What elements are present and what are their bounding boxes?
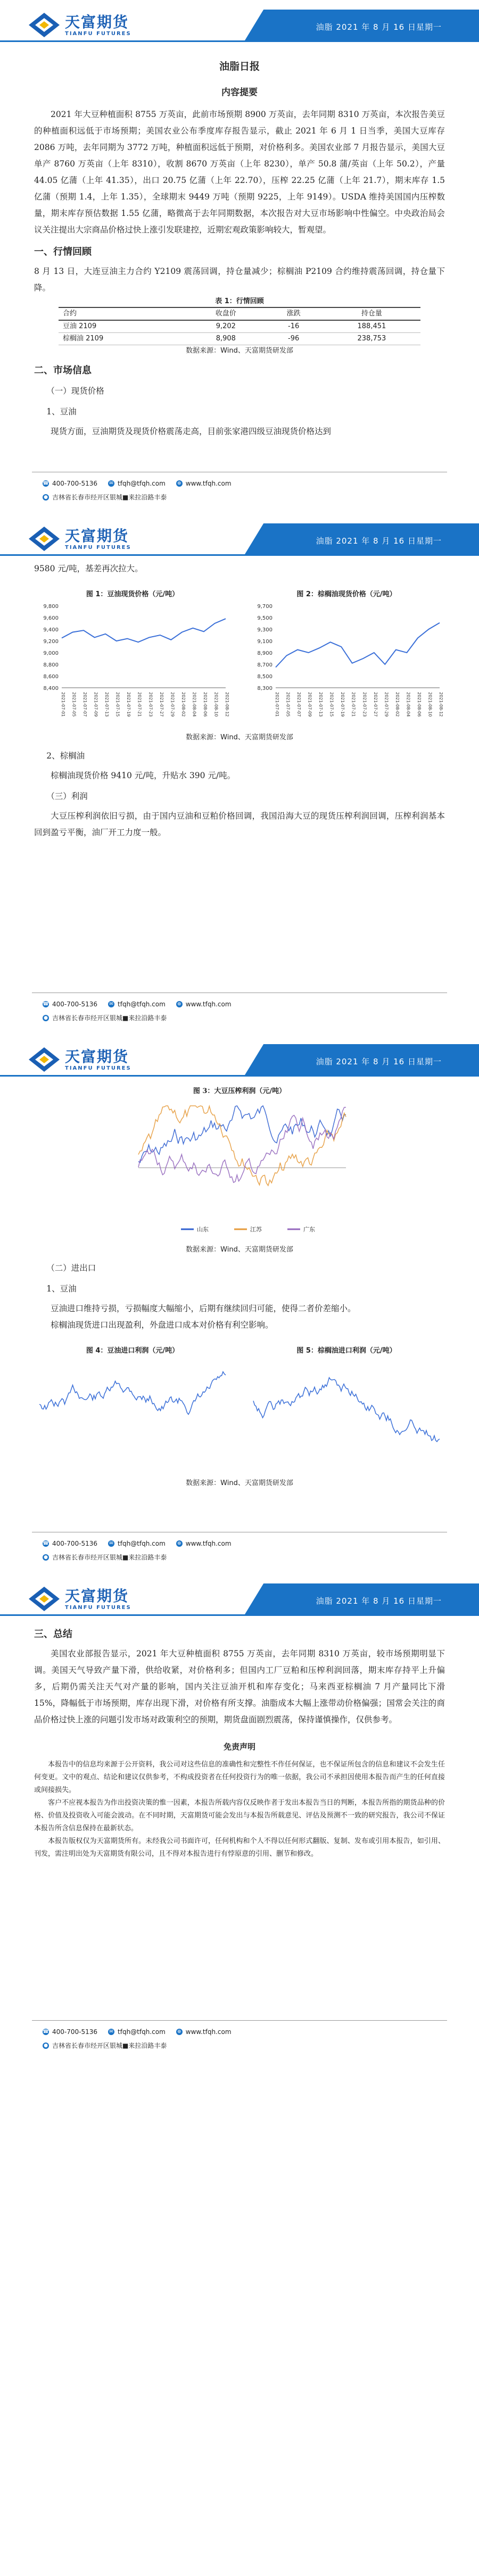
logo-cn: 天富期货: [65, 1587, 129, 1605]
table-header: 收盘价: [187, 307, 264, 320]
x-tick-label: 2021-07-09: [307, 692, 312, 717]
x-tick-label: 2021-07-23: [362, 692, 367, 717]
y-tick-label: 8,800: [43, 662, 59, 668]
footer-phone: 400-700-5136: [52, 480, 98, 487]
globe-icon: ⊕: [176, 2029, 183, 2035]
x-tick-label: 2021-08-12: [225, 692, 229, 717]
x-tick-label: 2021-07-09: [93, 692, 98, 717]
soy-spot-text-b: 9580 元/吨，基差再次拉大。: [34, 564, 143, 573]
y-tick-label: 9,700: [257, 604, 272, 610]
chart-soy-spot: [34, 588, 231, 727]
page-header: [0, 1574, 479, 1621]
x-tick-label: 2021-07-05: [71, 692, 77, 717]
subsection-trade-title: （二）进出口: [46, 1263, 96, 1273]
footer-phone: 400-700-5136: [52, 1001, 98, 1008]
x-tick-label: 2021-07-05: [285, 692, 291, 717]
chart-title: 图 4：豆油进口利润（元/吨）: [86, 1347, 179, 1355]
series-line: [39, 1372, 226, 1414]
x-tick-label: 2021-07-15: [329, 692, 334, 717]
header-date: 油脂 2021 年 8 月 16 日星期一: [316, 536, 442, 546]
doc-title: 油脂日报: [219, 61, 260, 72]
x-tick-label: 2021-07-15: [115, 692, 120, 717]
section-3-title: 三、总结: [34, 1629, 72, 1640]
chart-title: 图 5：棕榈油进口利润（元/吨）: [296, 1347, 397, 1355]
page-header: [0, 1035, 479, 1081]
table-row: [59, 320, 420, 333]
logo-cn: 天富期货: [65, 527, 129, 545]
subsection-profit-title: （三）利润: [46, 791, 88, 801]
x-tick-label: 2021-08-02: [180, 692, 186, 717]
table-cell: -16: [265, 320, 323, 333]
page-footer: [32, 2020, 447, 2062]
logo-en: TIANFU FUTURES: [65, 30, 131, 37]
chart-soy-import-profit: [34, 1344, 231, 1472]
table-cell: -96: [265, 333, 323, 345]
table-cell: 9,202: [187, 320, 264, 333]
palm-spot-text: 棕榈油现货价格 9410 元/吨，升贴水 390 元/吨。: [51, 771, 236, 780]
table-title: 表 1：行情回顾: [215, 297, 264, 305]
y-tick-label: 9,200: [43, 639, 59, 645]
x-tick-label: 2021-07-29: [170, 692, 175, 717]
logo-mark-icon: [28, 12, 61, 38]
chart-crush-profit: [34, 1085, 445, 1244]
y-tick-label: 8,300: [257, 686, 272, 691]
review-text: 8 月 13 日，大连豆油主力合约 Y2109 震荡回调，持仓量减少；棕榈油 P2109 合约维持震荡回调，持仓量下降。: [34, 266, 445, 293]
footer-address: 吉林省长春市经开区银城■来拉沿路丰泰: [52, 494, 167, 501]
footer-address: 吉林省长春市经开区银城■来拉沿路丰泰: [52, 1014, 167, 1022]
disclaimer-paragraph: 客户不应视本报告为作出投资决策的惟一因素，本报告所载内容仅反映作者于发出本报告当日的判断，本报告所指的期货品种的价格、价值及投资收入可能会波动。在不同时期，天富期货可能会发出与本报告所载意见、评估及预测不一致的研究报告，我公司不保证本报告所含信息保持在最新状态。: [34, 1799, 445, 1832]
x-tick-label: 2021-07-07: [296, 692, 302, 717]
x-tick-label: 2021-07-01: [275, 692, 279, 717]
logo-en: TIANFU FUTURES: [65, 544, 131, 551]
x-tick-label: 2021-08-10: [427, 692, 433, 717]
table-cell: 238,753: [323, 333, 420, 345]
logo-en: TIANFU FUTURES: [65, 1604, 131, 1611]
footer-website[interactable]: www.tfqh.com: [185, 1540, 232, 1547]
subsection-spot-title: （一）现货价格: [46, 386, 104, 396]
chart-source: 数据来源：Wind、天富期货研发部: [186, 1479, 293, 1487]
series-line: [62, 619, 226, 642]
table-header: 涨跌: [265, 307, 323, 320]
table-cell: 豆油 2109: [59, 320, 187, 333]
import-text-soy: 豆油进口维持亏损，亏损幅度大幅缩小，后期有继续回归可能，使得二者价差缩小。: [51, 1304, 356, 1313]
x-tick-label: 2021-07-21: [351, 692, 356, 717]
email-icon: ✉: [108, 2029, 114, 2035]
summary-text: 2021 年大豆种植面积 8755 万英亩，此前市场预期 8900 万英亩，去年同期 8310 万英亩，本次报告美豆的种植面积远低于市场预期；美国农业公布季度库存报告显示，截止 2021 年 6 月 1 日当季，美国大豆库存 2086 万吨，去年同期为 3772 万吨，种植面积远低于预期，对价格利多。美国农业部 7 月报告显示，美国大豆单产 8760 万英亩（上年 8310），收割 8670 万英亩（上年 8230），单产 50.8 蒲/英亩（上年 50.2），产量 44.05 亿蒲（上年 41.35），出口 20.75 亿蒲（上年 22.70），压榨 22.25 亿蒲（上年 21.7），期末库存 1.5 亿蒲（预期 1.4，上年 1.35），全球期末 9449 万吨（预期 9225，上年 9149）。USDA 维持美国国内压榨数量，期末库存预估数据 1.55 亿蒲，略微高于去年同期数据，本次报告对大豆市场影响中性偏空。中央政治局会议关注提出大宗商品价格过快上涨引发联建控，近期宏观政策影响较大，暂观望。: [34, 110, 445, 235]
company-logo: [28, 10, 166, 40]
section-1-title: 一、行情回顾: [34, 246, 92, 257]
footer-email[interactable]: tfqh@tfqh.com: [118, 1540, 166, 1547]
footer-address: 吉林省长春市经开区银城■来拉沿路丰泰: [52, 2042, 167, 2049]
x-tick-label: 2021-07-27: [159, 692, 164, 717]
globe-icon: ⊕: [176, 1540, 183, 1547]
y-tick-label: 9,400: [43, 627, 59, 633]
table-header: 持仓量: [323, 307, 420, 320]
y-tick-label: 8,900: [257, 651, 272, 656]
x-tick-label: 2021-08-10: [213, 692, 219, 717]
x-tick-label: 2021-07-19: [126, 692, 131, 717]
disclaimer-paragraph: 本报告中的信息均来源于公开资料，我公司对这些信息的准确性和完整性不作任何保证，也不保证所包含的信息和建议不会发生任何变更。文中的观点、结论和建议仅供参考，不构成投资者在任何投资行为的唯一依据，我公司不承担因使用本报告而产生的任何直接或间接损失。: [34, 1761, 445, 1794]
import-text-palm: 棕榈油现货进口出现盈利，外盘进口成本对价格有利空影响。: [51, 1320, 274, 1330]
legend-label: 江苏: [250, 1226, 262, 1233]
footer-phone: 400-700-5136: [52, 1540, 98, 1547]
x-tick-label: 2021-07-29: [384, 692, 389, 717]
x-tick-label: 2021-07-13: [318, 692, 324, 717]
email-icon: ✉: [108, 1001, 114, 1007]
page-header: [0, 514, 479, 561]
x-tick-label: 2021-08-12: [439, 692, 443, 717]
globe-icon: ⊕: [176, 480, 183, 487]
page-footer: [32, 1532, 447, 1574]
x-tick-label: 2021-08-06: [416, 692, 422, 717]
disclaimer-title: 免责声明: [223, 1742, 255, 1752]
chart-source: 数据来源：Wind、天富期货研发部: [186, 733, 293, 741]
chart-title: 图 3：大豆压榨利润（元/吨）: [193, 1087, 286, 1095]
section-2-title: 二、市场信息: [34, 365, 92, 376]
table-row: [59, 333, 420, 345]
company-logo: [28, 1583, 166, 1614]
table-source: 数据来源：Wind、天富期货研发部: [186, 347, 293, 355]
y-tick-label: 9,800: [43, 604, 59, 610]
footer-email[interactable]: tfqh@tfqh.com: [118, 480, 166, 487]
phone-icon: ☎: [43, 481, 49, 486]
summary-title: 内容提要: [221, 87, 258, 98]
x-tick-label: 2021-07-23: [148, 692, 153, 717]
y-tick-label: 9,000: [43, 651, 59, 656]
page-header: [0, 0, 479, 47]
logo-cn: 天富期货: [65, 13, 129, 31]
y-tick-label: 8,600: [43, 674, 59, 680]
y-tick-label: 9,500: [257, 615, 272, 621]
logo-cn: 天富期货: [65, 1047, 129, 1065]
logo-mark-icon: [28, 1586, 61, 1612]
series-line: [253, 1378, 440, 1441]
item-palm-oil-title: 2、棕榈油: [46, 751, 85, 761]
x-tick-label: 2021-07-13: [104, 692, 110, 717]
location-icon: ●: [43, 494, 49, 501]
header-date: 油脂 2021 年 8 月 16 日星期一: [316, 1596, 442, 1606]
x-tick-label: 2021-08-04: [192, 692, 197, 717]
phone-icon: ☎: [43, 1002, 49, 1007]
chart-palm-spot: [248, 588, 445, 727]
header-date: 油脂 2021 年 8 月 16 日星期一: [316, 1057, 442, 1066]
footer-website[interactable]: www.tfqh.com: [185, 2028, 232, 2036]
footer-email[interactable]: tfqh@tfqh.com: [118, 2028, 166, 2036]
page-footer: [32, 993, 447, 1035]
chart-source: 数据来源：Wind、天富期货研发部: [186, 1246, 293, 1254]
legend-label: 山东: [197, 1226, 209, 1233]
footer-email[interactable]: tfqh@tfqh.com: [118, 1001, 166, 1008]
chart-palm-import-profit: [248, 1344, 445, 1472]
table-cell: 棕榈油 2109: [59, 333, 187, 345]
y-tick-label: 8,400: [43, 686, 59, 691]
x-tick-label: 2021-07-01: [61, 692, 65, 717]
chart-title: 图 2：棕榈油现货价格（元/吨）: [296, 590, 397, 598]
x-tick-label: 2021-07-27: [373, 692, 378, 717]
conclusion-text: 美国农业部报告显示，2021 年大豆种植面积 8755 万英亩，去年同期 8310 万英亩，较市场预期明显下调。美国天气导致产量下滑，供给收紧，对价格利多；但国内工厂豆粕和压榨利润回落，期末库存持平上升偏多，后期仍需关注天气对产量的影响，国内关注豆油开机和库存变化；马来西亚棕榈油 7 月产量同比下滑 15%，降幅低于市场预期，库存出现下滑，对价格有所支撑。油脂成本大幅上涨带动价格偏强；国常会关注的商品价格过快上涨的问题引发市场对政策利空的预期，期货盘面剧烈震荡，保持谨慎操作，仅供参考。: [34, 1649, 445, 1724]
item-import-soy-title: 1、豆油: [46, 1284, 77, 1294]
phone-icon: ☎: [43, 2029, 49, 2035]
logo-mark-icon: [28, 1046, 61, 1073]
location-icon: ●: [43, 1015, 49, 1021]
phone-icon: ☎: [43, 1541, 49, 1546]
header-date: 油脂 2021 年 8 月 16 日星期一: [316, 22, 442, 32]
page-footer: [32, 472, 447, 514]
company-logo: [28, 523, 166, 554]
footer-address: 吉林省长春市经开区银城■来拉沿路丰泰: [52, 1554, 167, 1561]
logo-en: TIANFU FUTURES: [65, 1065, 131, 1071]
profit-text: 大豆压榨利润依旧亏损，由于国内豆油和豆粕价格回调，我国沿海大豆的现货压榨利润回调，压榨利润基本回到盈亏平衡，油厂开工力度一般。: [34, 811, 445, 837]
logo-mark-icon: [28, 526, 61, 552]
series-line: [276, 623, 440, 668]
globe-icon: ⊕: [176, 1001, 183, 1007]
x-tick-label: 2021-07-07: [82, 692, 88, 717]
table-header: 合约: [59, 307, 187, 320]
location-icon: ●: [43, 1554, 49, 1561]
x-tick-label: 2021-08-02: [394, 692, 400, 717]
market-table: [59, 307, 420, 345]
y-tick-label: 9,100: [257, 639, 272, 645]
y-tick-label: 9,600: [43, 615, 59, 621]
location-icon: ●: [43, 2043, 49, 2049]
footer-phone: 400-700-5136: [52, 2028, 98, 2036]
item-soy-oil-title: 1、豆油: [46, 407, 77, 416]
company-logo: [28, 1044, 166, 1075]
email-icon: ✉: [108, 1540, 114, 1547]
table-cell: 188,451: [323, 320, 420, 333]
disclaimer-paragraph: 本报告版权仅为天富期货所有。未经我公司书面许可，任何机构和个人不得以任何形式翻版、复制、发布或引用本报告，如引用、刊发，需注明出处为天富期货有限公司，且不得对本报告进行有悖原意的引用、删节和修改。: [34, 1837, 445, 1858]
chart-title: 图 1：豆油现货价格（元/吨）: [86, 590, 179, 598]
footer-website[interactable]: www.tfqh.com: [185, 480, 232, 487]
soy-spot-text-a: 现货方面，豆油期货及现货价格震荡走高，目前张家港四级豆油现货价格达到: [51, 427, 332, 436]
footer-website[interactable]: www.tfqh.com: [185, 1001, 232, 1008]
x-tick-label: 2021-07-21: [137, 692, 142, 717]
x-tick-label: 2021-07-19: [340, 692, 345, 717]
legend-label: 广东: [303, 1226, 315, 1233]
y-tick-label: 8,500: [257, 674, 272, 680]
email-icon: ✉: [108, 480, 114, 487]
y-tick-label: 9,300: [257, 627, 272, 633]
table-cell: 8,908: [187, 333, 264, 345]
y-tick-label: 8,700: [257, 662, 272, 668]
x-tick-label: 2021-08-04: [406, 692, 411, 717]
x-tick-label: 2021-08-06: [202, 692, 208, 717]
